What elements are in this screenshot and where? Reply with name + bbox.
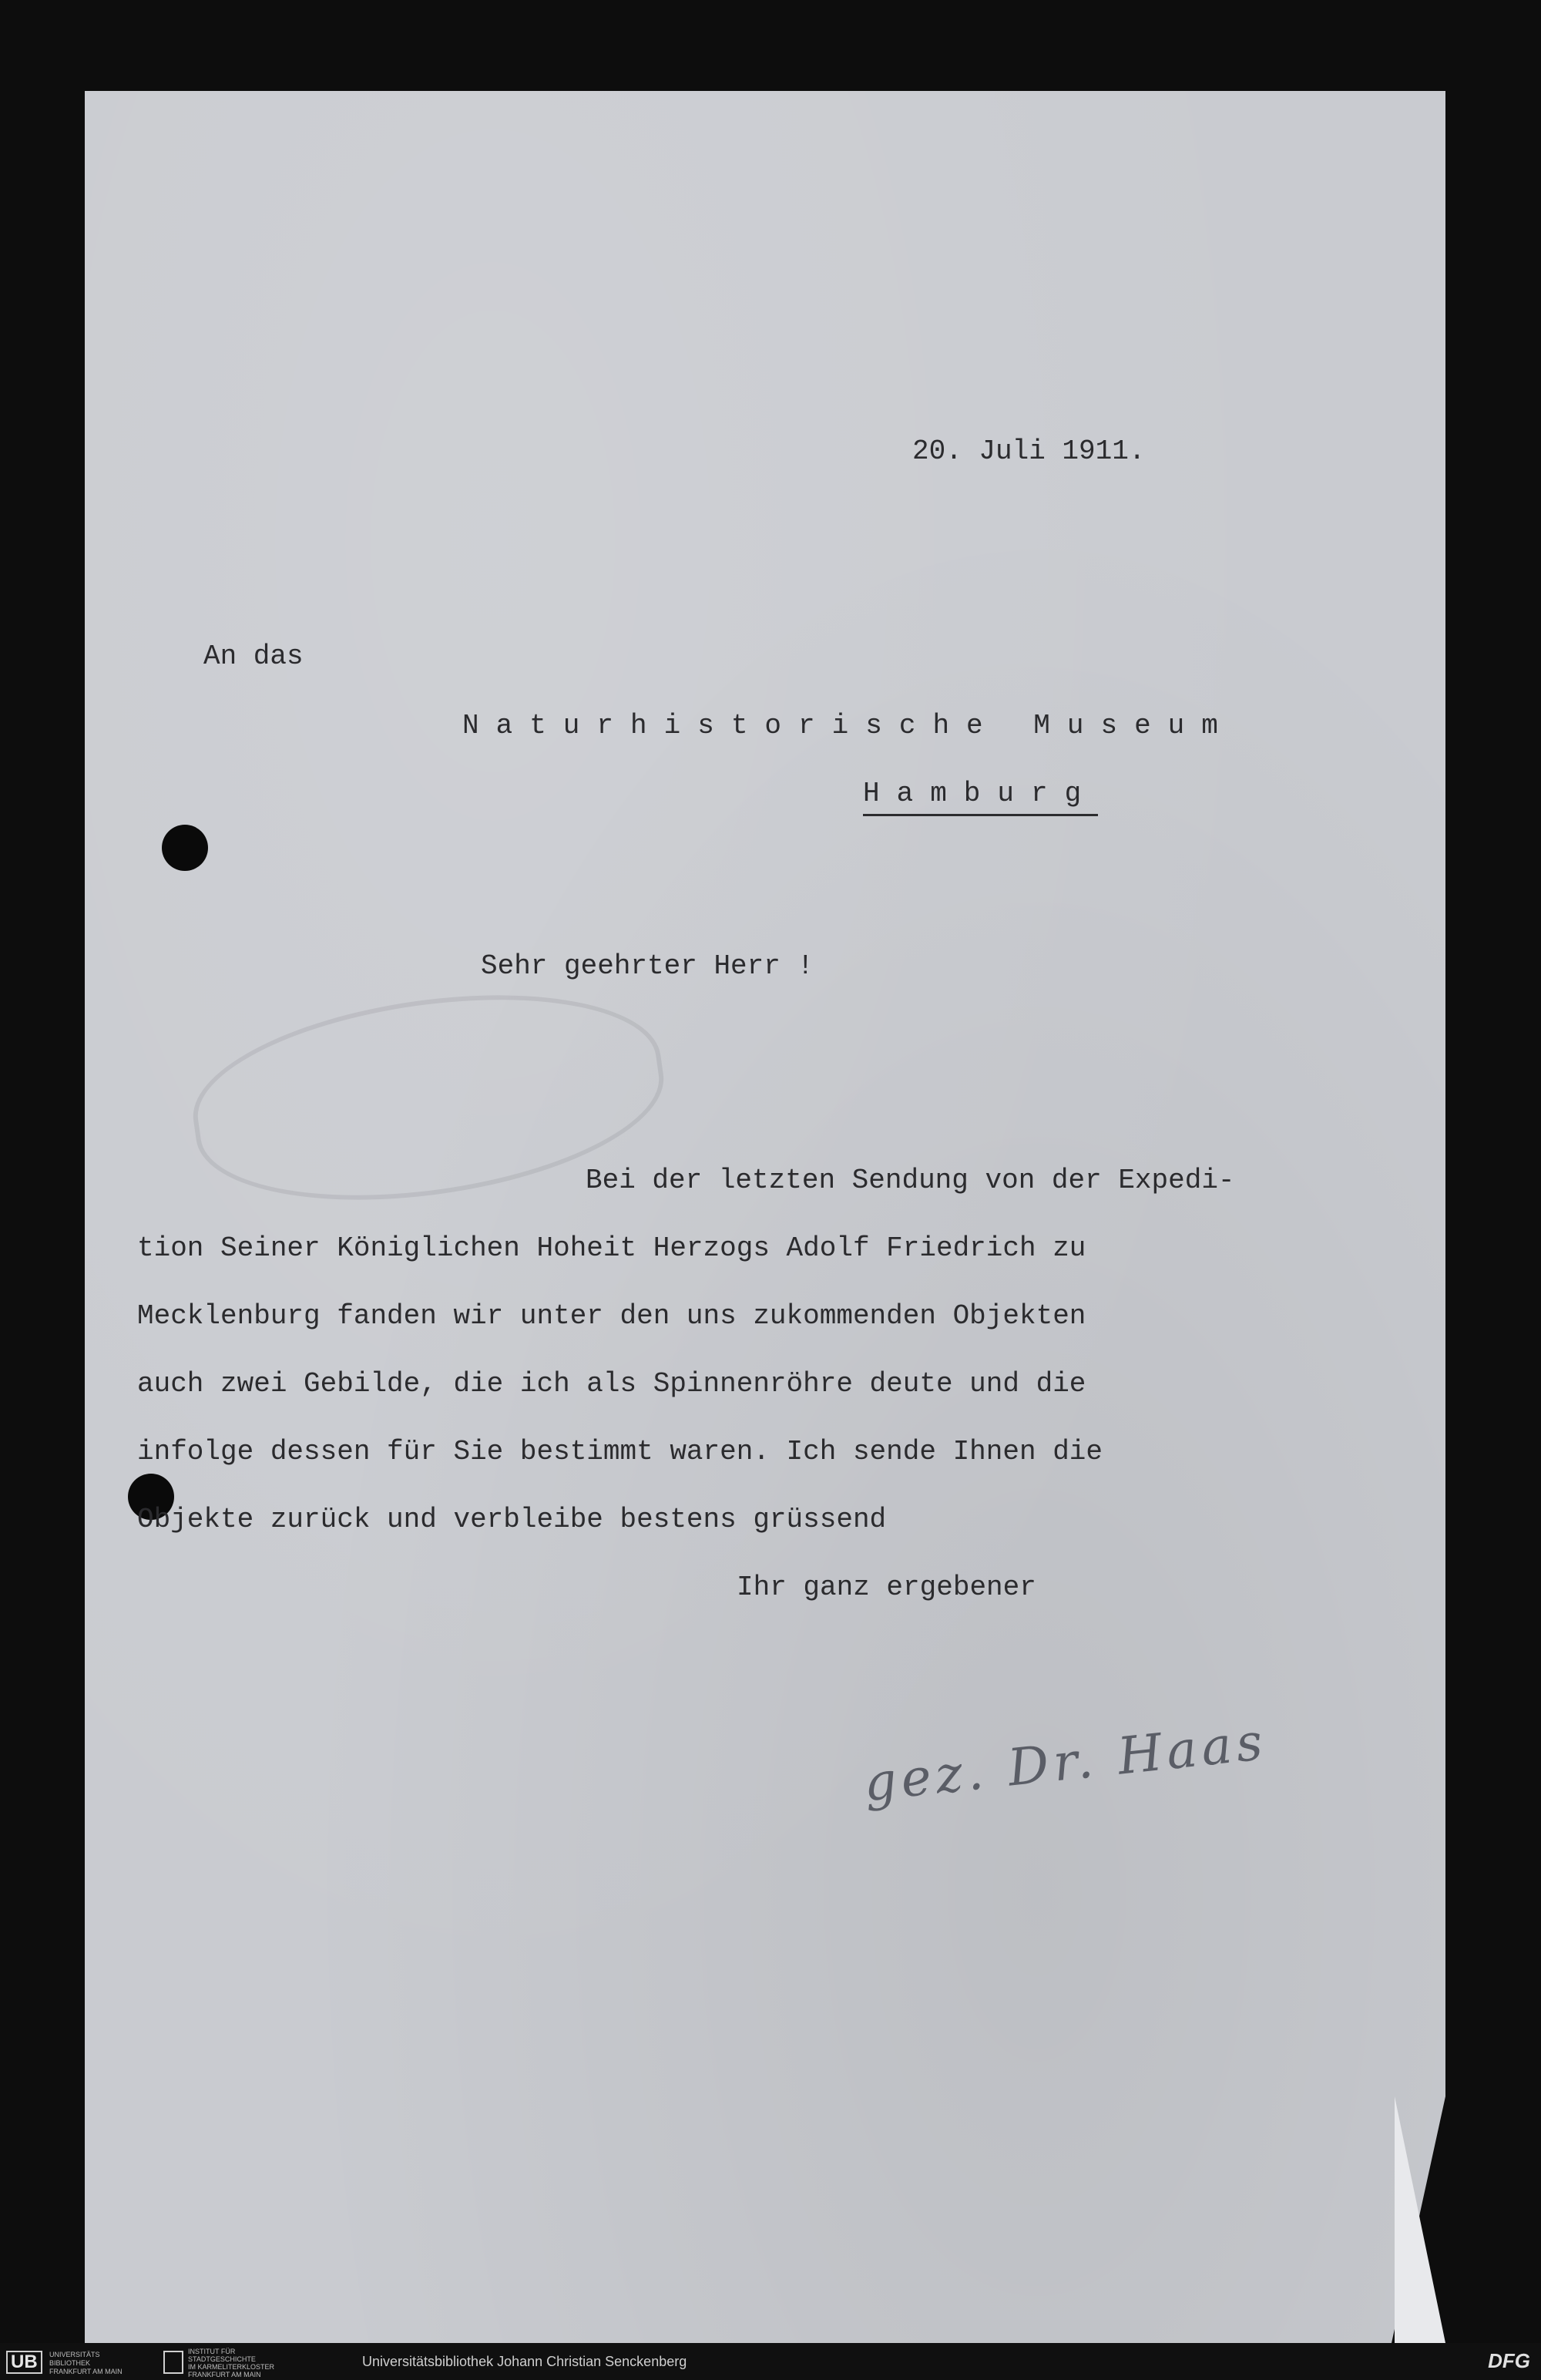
punch-hole-top bbox=[162, 825, 208, 871]
institute-text-line: STADTGESCHICHTE bbox=[188, 2355, 256, 2363]
institute-text-line: INSTITUT FÜR bbox=[188, 2348, 236, 2355]
library-name: Universitätsbibliothek Johann Christian Senckenberg bbox=[362, 2354, 687, 2369]
closing: Ihr ganz ergebener bbox=[737, 1572, 1036, 1603]
recipient-name: Naturhistorische Museum bbox=[462, 710, 1235, 741]
body-line: tion Seiner Königlichen Hoheit Herzogs Adolf Friedrich zu bbox=[137, 1232, 1086, 1264]
handwritten-signature: gez. Dr. Haas bbox=[861, 1711, 1270, 1814]
ub-text-line: FRANKFURT AM MAIN bbox=[49, 2368, 123, 2375]
salutation: Sehr geehrter Herr ! bbox=[481, 950, 814, 982]
footer-bar bbox=[0, 2343, 1541, 2380]
ub-text-line: UNIVERSITÄTS bbox=[49, 2351, 100, 2358]
recipient-city: Hamburg bbox=[863, 777, 1098, 816]
letter-page bbox=[85, 91, 1445, 2343]
ub-logo: UB bbox=[6, 2351, 42, 2374]
ub-text-line: BIBLIOTHEK bbox=[49, 2359, 91, 2367]
address-prefix: An das bbox=[203, 640, 304, 672]
body-line: Mecklenburg fanden wir unter den uns zukommenden Objekten bbox=[137, 1300, 1086, 1332]
body-line: Objekte zurück und verbleibe bestens grüssend bbox=[137, 1504, 887, 1535]
body-line: infolge dessen für Sie bestimmt waren. Ich sende Ihnen die bbox=[137, 1436, 1103, 1467]
institute-logo-icon bbox=[163, 2351, 183, 2374]
institute-text-line: FRANKFURT AM MAIN bbox=[188, 2371, 261, 2378]
folded-corner bbox=[1395, 2096, 1445, 2343]
dfg-logo: DFG bbox=[1488, 2349, 1530, 2372]
body-line: Bei der letzten Sendung von der Expedi- bbox=[586, 1165, 1235, 1196]
institute-text-line: IM KARMELITERKLOSTER bbox=[188, 2363, 275, 2371]
body-line: auch zwei Gebilde, die ich als Spinnenröhre deute und die bbox=[137, 1368, 1086, 1400]
letter-date: 20. Juli 1911. bbox=[912, 435, 1146, 467]
